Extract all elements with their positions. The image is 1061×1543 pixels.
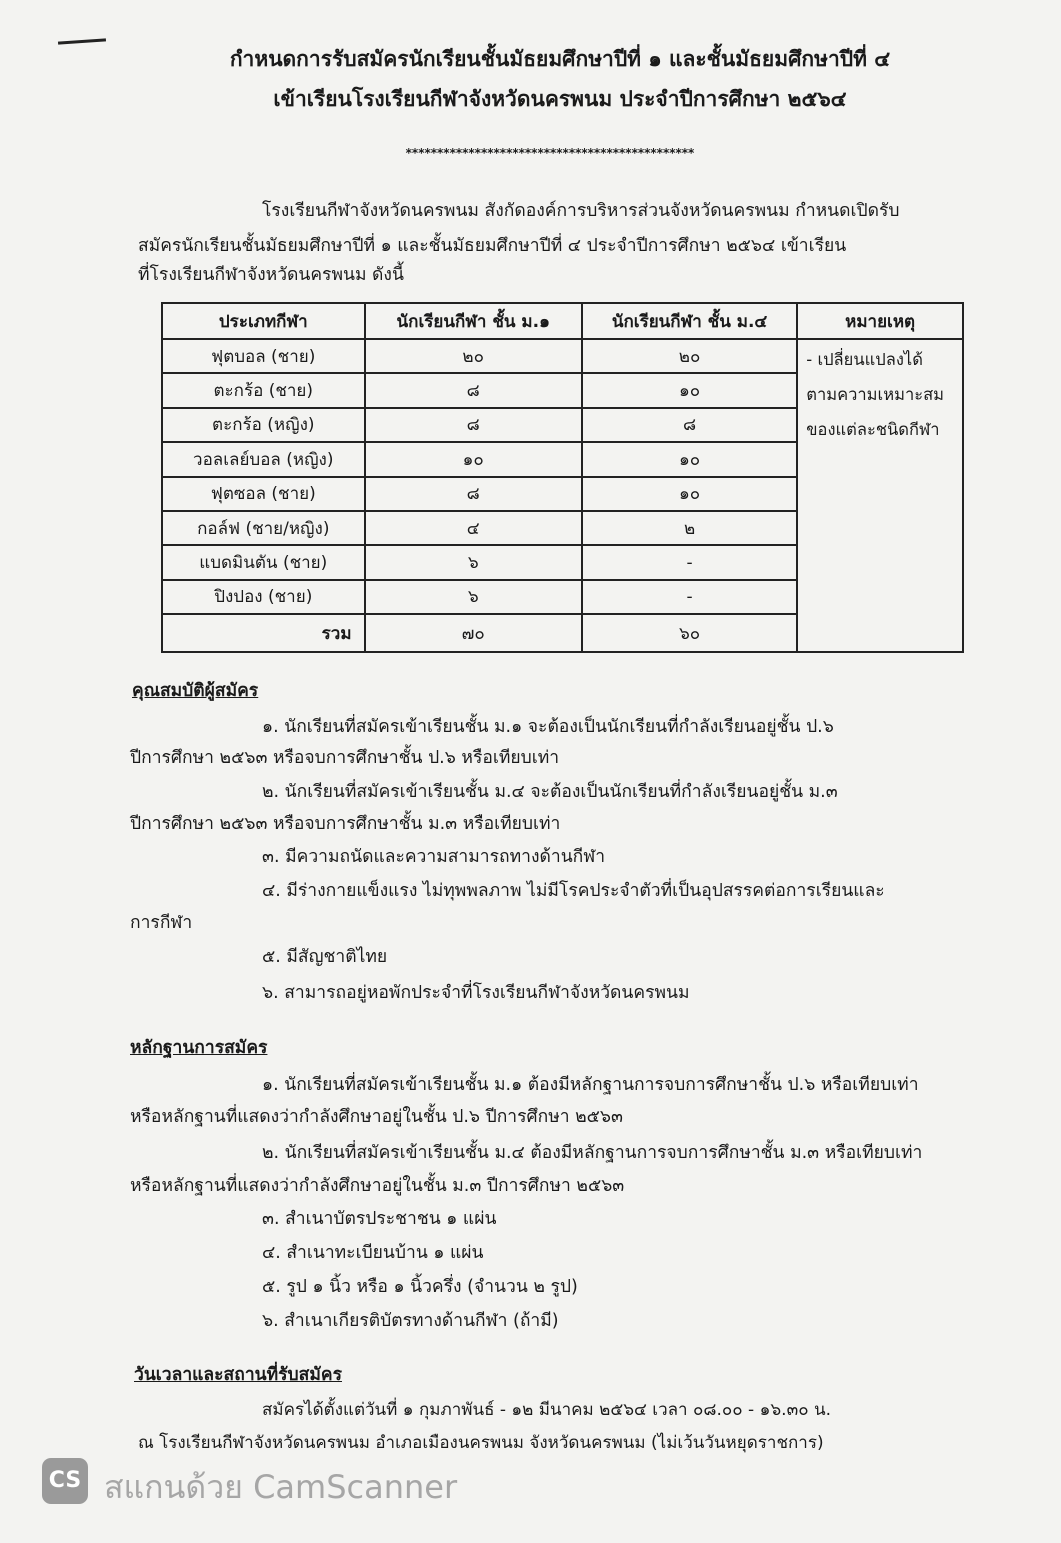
evidence-heading: หลักฐานการสมัคร — [130, 1038, 268, 1058]
qualifications-heading: คุณสมบัติผู้สมัคร — [132, 681, 259, 701]
camscanner-logo: CS — [42, 1458, 88, 1504]
title-line-2: เข้าเรียนโรงเรียนกีฬาจังหวัดนครพนม ประจำปีการศึกษา ๒๕๖๔ — [273, 87, 847, 111]
total-m4: ๖๐ — [582, 614, 797, 652]
qualification-5: ๕. มีสัญชาติไทย — [262, 947, 388, 967]
m4-count: ๑๐ — [582, 442, 797, 476]
sport-name: ฟุตบอล (ชาย) — [162, 339, 365, 373]
note-line: - เปลี่ยนแปลงได้ — [806, 350, 923, 369]
qualification-4b: การกีฬา — [130, 913, 193, 933]
sport-name: ปิงปอง (ชาย) — [162, 580, 365, 614]
intro-line-1: โรงเรียนกีฬาจังหวัดนครพนม สังกัดองค์การบริหารส่วนจังหวัดนครพนม กำหนดเปิดรับ — [262, 201, 900, 221]
sport-name: แบดมินตัน (ชาย) — [162, 545, 365, 579]
m4-count: ๒ — [582, 511, 797, 545]
table-header-row — [162, 303, 963, 339]
header-note: หมายเหตุ — [797, 303, 963, 339]
schedule-line-2: ณ โรงเรียนกีฬาจังหวัดนครพนม อำเภอเมืองนครพนม จังหวัดนครพนม (ไม่เว้นวันหยุดราชการ) — [138, 1433, 824, 1453]
sport-name: ตะกร้อ (ชาย) — [162, 373, 365, 407]
m1-count: ๖ — [365, 580, 582, 614]
m4-count: ๑๐ — [582, 477, 797, 511]
sport-name: วอลเลย์บอล (หญิง) — [162, 442, 365, 476]
m4-count: - — [582, 545, 797, 579]
header-m4: นักเรียนกีฬา ชั้น ม.๔ — [582, 303, 797, 339]
sport-name: ตะกร้อ (หญิง) — [162, 408, 365, 442]
qualification-2a: ๒. นักเรียนที่สมัครเข้าเรียนชั้น ม.๔ จะต้องเป็นนักเรียนที่กำลังเรียนอยู่ชั้น ม.๓ — [262, 782, 838, 802]
m4-count: ๘ — [582, 408, 797, 442]
title-line-1: กำหนดการรับสมัครนักเรียนชั้นมัธยมศึกษาปีที่ ๑ และชั้นมัธยมศึกษาปีที่ ๔ — [229, 47, 891, 71]
m1-count: ๘ — [365, 477, 582, 511]
qualification-2b: ปีการศึกษา ๒๕๖๓ หรือจบการศึกษาชั้น ม.๓ หรือเทียบเท่า — [130, 814, 561, 834]
separator: ********************************************** — [405, 146, 695, 160]
evidence-2b: หรือหลักฐานที่แสดงว่ากำลังศึกษาอยู่ในชั้น ม.๓ ปีการศึกษา ๒๕๖๓ — [130, 1176, 625, 1196]
note-line: ของแต่ละชนิดกีฬา — [806, 420, 940, 439]
evidence-6: ๖. สำเนาเกียรติบัตรทางด้านกีฬา (ถ้ามี) — [262, 1311, 559, 1331]
total-m1: ๗๐ — [365, 614, 582, 652]
m1-count: ๘ — [365, 373, 582, 407]
schedule-line-1: สมัครได้ตั้งแต่วันที่ ๑ กุมภาพันธ์ - ๑๒ มีนาคม ๒๕๖๔ เวลา ๐๘.๐๐ - ๑๖.๓๐ น. — [262, 1400, 831, 1420]
intro-line-3: ที่โรงเรียนกีฬาจังหวัดนครพนม ดังนี้ — [138, 265, 404, 285]
m1-count: ๘ — [365, 408, 582, 442]
header-m1: นักเรียนกีฬา ชั้น ม.๑ — [365, 303, 582, 339]
evidence-1a: ๑. นักเรียนที่สมัครเข้าเรียนชั้น ม.๑ ต้องมีหลักฐานการจบการศึกษาชั้น ป.๖ หรือเทียบเท่า — [262, 1075, 919, 1095]
note-line: ตามความเหมาะสม — [806, 385, 945, 404]
qualification-3: ๓. มีความถนัดและความสามารถทางด้านกีฬา — [262, 847, 606, 867]
qualification-1b: ปีการศึกษา ๒๕๖๓ หรือจบการศึกษาชั้น ป.๖ หรือเทียบเท่า — [130, 748, 560, 768]
schedule-heading: วันเวลาและสถานที่รับสมัคร — [134, 1365, 342, 1385]
camscanner-watermark: สแกนด้วย CamScanner — [104, 1468, 458, 1506]
qualification-1a: ๑. นักเรียนที่สมัครเข้าเรียนชั้น ม.๑ จะต้องเป็นนักเรียนที่กำลังเรียนอยู่ชั้น ป.๖ — [262, 717, 834, 737]
intro-line-2: สมัครนักเรียนชั้นมัธยมศึกษาปีที่ ๑ และชั้นมัธยมศึกษาปีที่ ๔ ประจำปีการศึกษา ๒๕๖๔ เข้าเรียน — [138, 236, 847, 256]
evidence-5: ๕. รูป ๑ นิ้ว หรือ ๑ นิ้วครึ่ง (จำนวน ๒ รูป) — [262, 1277, 578, 1297]
m4-count: ๒๐ — [582, 339, 797, 373]
m1-count: ๒๐ — [365, 339, 582, 373]
evidence-3: ๓. สำเนาบัตรประชาชน ๑ แผ่น — [262, 1209, 497, 1229]
evidence-4: ๔. สำเนาทะเบียนบ้าน ๑ แผ่น — [262, 1243, 484, 1263]
qualification-6: ๖. สามารถอยู่หอพักประจำที่โรงเรียนกีฬาจังหวัดนครพนม — [262, 983, 690, 1003]
sports-quota-table — [161, 302, 964, 653]
evidence-1b: หรือหลักฐานที่แสดงว่ากำลังศึกษาอยู่ในชั้น ป.๖ ปีการศึกษา ๒๕๖๓ — [130, 1107, 623, 1127]
table-row — [162, 339, 963, 373]
m1-count: ๑๐ — [365, 442, 582, 476]
evidence-2a: ๒. นักเรียนที่สมัครเข้าเรียนชั้น ม.๔ ต้องมีหลักฐานการจบการศึกษาชั้น ม.๓ หรือเทียบเท่า — [262, 1143, 923, 1163]
total-label: รวม — [162, 614, 365, 652]
pen-mark — [58, 38, 106, 44]
m4-count: - — [582, 580, 797, 614]
qualification-4a: ๔. มีร่างกายแข็งแรง ไม่ทุพพลภาพ ไม่มีโรคประจำตัวที่เป็นอุปสรรคต่อการเรียนและ — [262, 881, 885, 901]
header-sport-type: ประเภทกีฬา — [162, 303, 365, 339]
sport-name: กอล์ฟ (ชาย/หญิง) — [162, 511, 365, 545]
note-cell — [797, 339, 963, 652]
sport-name: ฟุตซอล (ชาย) — [162, 477, 365, 511]
m1-count: ๖ — [365, 545, 582, 579]
m1-count: ๔ — [365, 511, 582, 545]
m4-count: ๑๐ — [582, 373, 797, 407]
